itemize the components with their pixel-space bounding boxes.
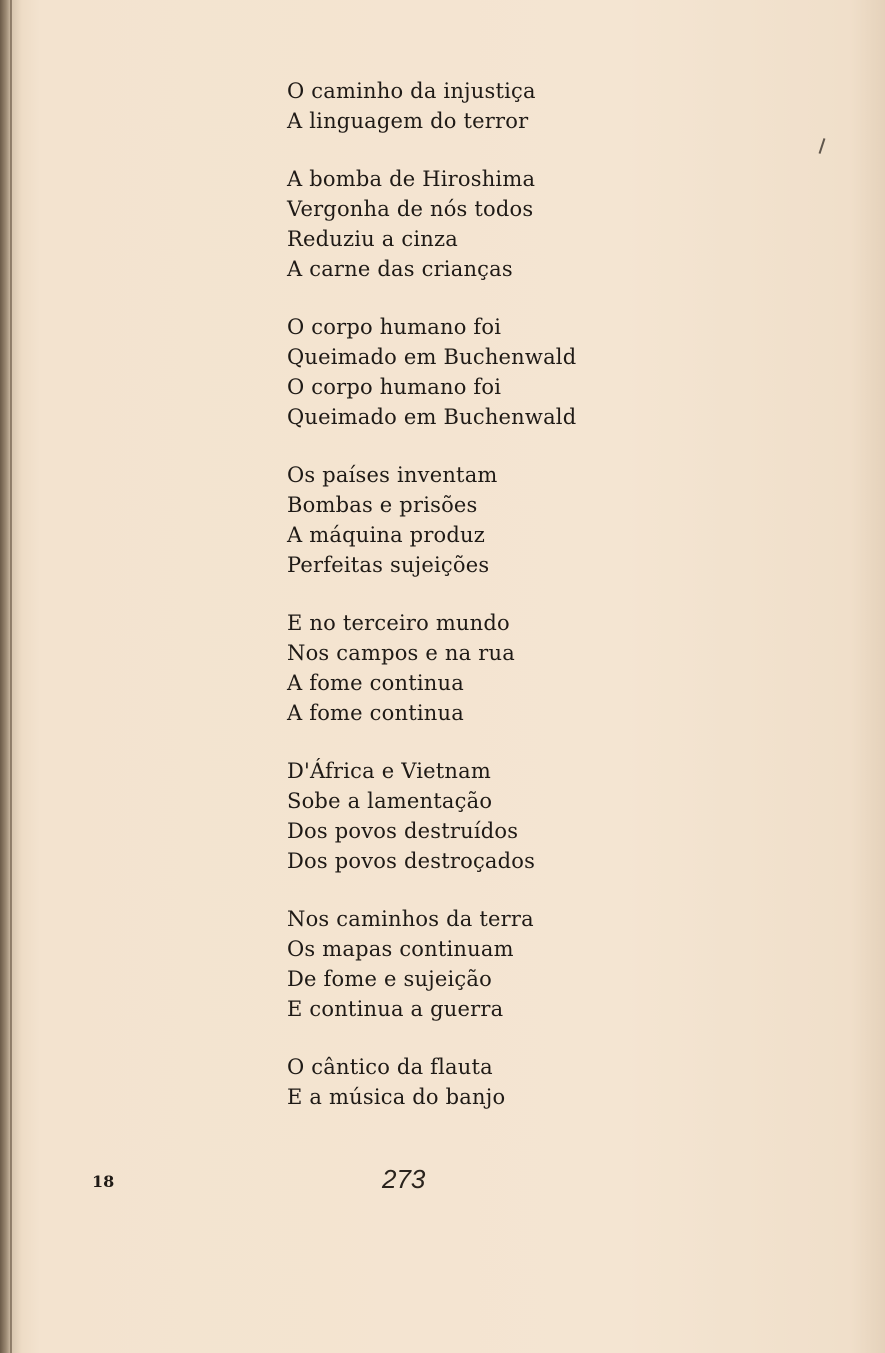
poem-line: Vergonha de nós todos [287, 197, 534, 221]
stanza [287, 1052, 627, 1112]
poem-line: A carne das crianças [287, 257, 513, 281]
poem-line: Nos caminhos da terra [287, 907, 534, 931]
poem-line: A bomba de Hiroshima [287, 167, 536, 191]
poem-line: Nos campos e na rua [287, 641, 515, 665]
poem-line: E no terceiro mundo [287, 611, 510, 635]
poem-line: O corpo humano foi [287, 315, 502, 339]
poem-line: Os mapas continuam [287, 937, 514, 961]
poem-line: E continua a guerra [287, 997, 504, 1021]
signature-mark: 18 [92, 1172, 115, 1191]
poem-line: Reduziu a cinza [287, 227, 458, 251]
stanza [287, 76, 627, 136]
poem-line: E a música do banjo [287, 1085, 506, 1109]
poem-line: Queimado em Buchenwald [287, 345, 577, 369]
poem-line: De fome e sujeição [287, 967, 492, 991]
stanza [287, 312, 627, 432]
poem-line: Dos povos destruídos [287, 819, 519, 843]
poem-line: O caminho da injustiça [287, 79, 536, 103]
poem-line: Os países inventam [287, 463, 498, 487]
poem-line: O cântico da flauta [287, 1055, 493, 1079]
poem-line: Perfeitas sujeições [287, 553, 490, 577]
poem-line: D'África e Vietnam [287, 759, 491, 783]
poem-line: A máquina produz [287, 523, 486, 547]
stanza [287, 164, 627, 284]
stray-pen-mark [819, 138, 826, 154]
poem-line: Queimado em Buchenwald [287, 405, 577, 429]
poem-line: A fome continua [287, 701, 464, 725]
poem-body [287, 76, 627, 1140]
poem-line: O corpo humano foi [287, 375, 502, 399]
poem-line: A fome continua [287, 671, 464, 695]
stanza [287, 904, 627, 1024]
stanza [287, 460, 627, 580]
poem-line: Dos povos destroçados [287, 849, 536, 873]
poem-line: A linguagem do terror [287, 109, 529, 133]
poem-line: Sobe a lamentação [287, 789, 493, 813]
page-number: 273 [382, 1164, 426, 1194]
stanza [287, 756, 627, 876]
poem-line: Bombas e prisões [287, 493, 478, 517]
stanza [287, 608, 627, 728]
binding-edge [10, 0, 12, 1353]
